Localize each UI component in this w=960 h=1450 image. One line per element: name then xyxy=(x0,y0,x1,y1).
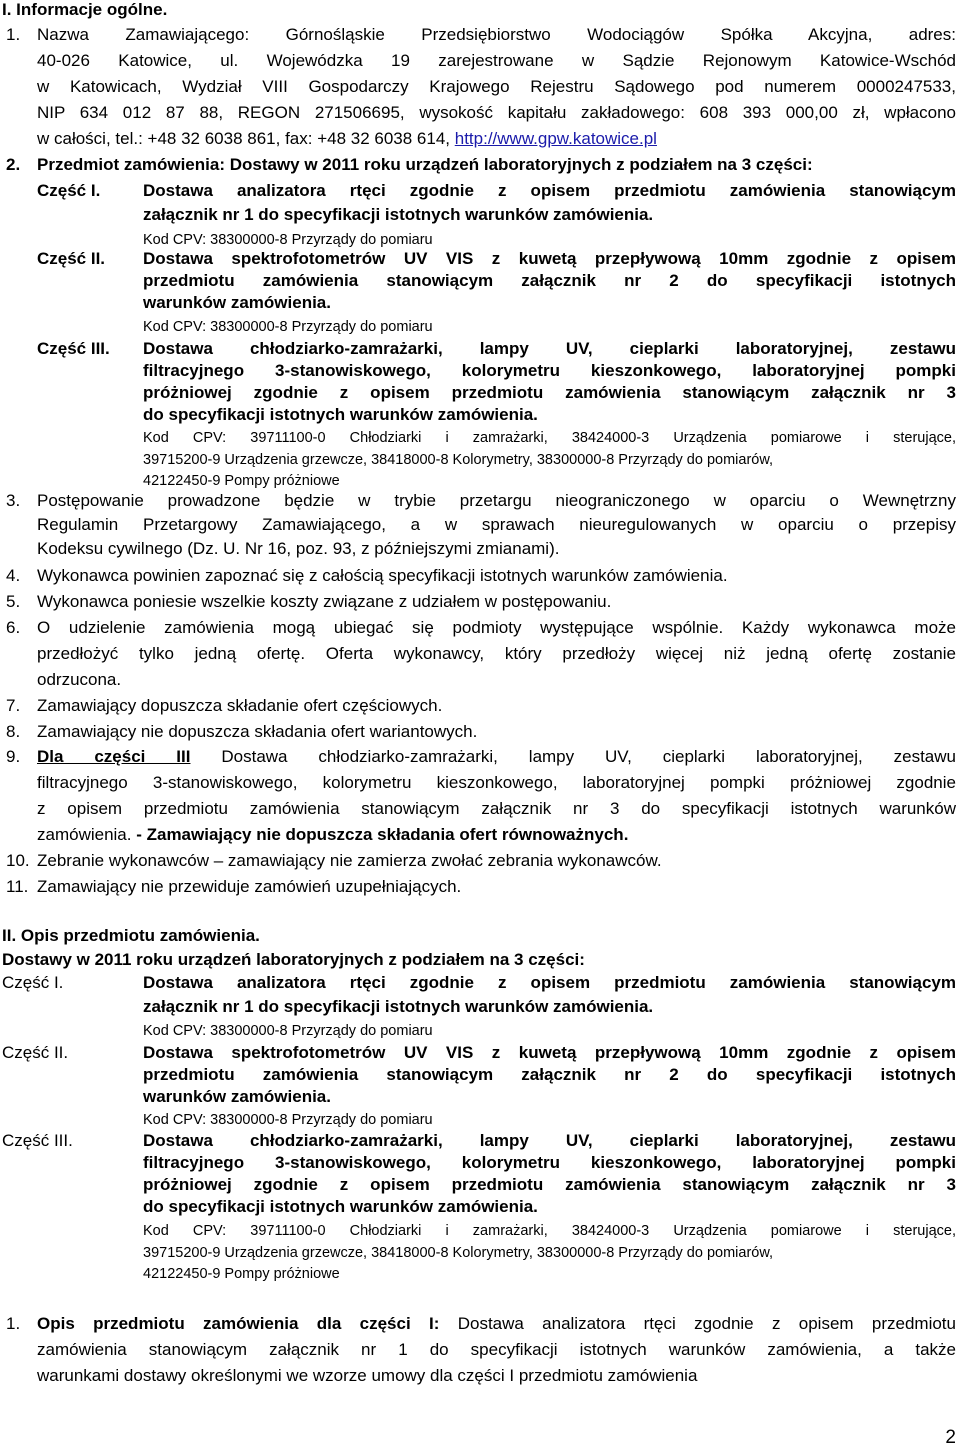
paragraph-line: Zamawiający nie dopuszcza składania ofert wariantowych. xyxy=(37,722,478,741)
part-label: Część I. xyxy=(2,973,64,992)
paragraph-line: Postępowanie prowadzone będzie w trybie przetargu nieograniczonego w oparciu o Wewnętrzny xyxy=(37,491,956,510)
paragraph-line xyxy=(37,825,960,845)
paragraph-line xyxy=(37,747,956,767)
cpv-code: Kod CPV: 39711100-0 Chłodziarki i zamrażarki, 38424000-3 Urządzenia pomiarowe i sterujące, xyxy=(143,430,956,446)
list-number: 1. xyxy=(6,1314,21,1333)
part-description: do specyfikacji istotnych warunków zamówienia. xyxy=(143,405,538,424)
cpv-code: 39715200-9 Urządzenia grzewcze, 38418000-8 Kolorymetry, 38300000-8 Przyrządy do pomiarów, xyxy=(143,1245,774,1261)
website-link[interactable]: http://www.gpw.katowice.pl xyxy=(454,129,657,148)
paragraph-line: Wykonawca poniesie wszelkie koszty związane z udziałem w postępowaniu. xyxy=(37,592,612,611)
section-heading-2: II. Opis przedmiotu zamówienia. xyxy=(2,926,260,945)
part-description: Dostawa chłodziarko-zamrażarki, lampy UV, cieplarki laboratoryjnej, zestawu xyxy=(143,1131,956,1150)
page-number: 2 xyxy=(945,1427,956,1448)
contact-text: w całości, tel.: +48 32 6038 861, fax: +48 32 6038 614, xyxy=(37,129,455,148)
part-description: załącznik nr 1 do specyfikacji istotnych warunków zamówienia. xyxy=(143,997,654,1016)
paragraph-line: filtracyjnego 3-stanowiskowego, kolorymetru kieszonkowego, laboratoryjnej pompki próżniowej zgodnie xyxy=(37,773,956,792)
paragraph-line: zamówienia stanowiącym załącznik nr 1 do specyfikacji istotnych warunków zamówienia, a także xyxy=(37,1340,956,1359)
cpv-code: 42122450-9 Pompy próżniowe xyxy=(143,1266,340,1282)
part-description: filtracyjnego 3-stanowiskowego, kolorymetru kieszonkowego, laboratoryjnej pompki xyxy=(143,361,956,380)
list-number: 7. xyxy=(6,696,21,715)
part-description: warunków zamówienia. xyxy=(143,293,331,312)
part-description: Dostawa spektrofotometrów UV VIS z kuwetą przepływową 10mm zgodnie z opisem xyxy=(143,1043,956,1062)
cpv-code: Kod CPV: 38300000-8 Przyrządy do pomiaru xyxy=(143,1112,433,1128)
paragraph-line: odrzucona. xyxy=(37,670,122,689)
part-label: Część II. xyxy=(37,249,106,268)
part-description: Dostawa analizatora rtęci zgodnie z opisem przedmiotu zamówienia stanowiącym xyxy=(143,973,956,992)
part-description: Dostawa spektrofotometrów UV VIS z kuwetą przepływową 10mm zgodnie z opisem xyxy=(143,249,956,268)
part-label: Część III. xyxy=(37,339,110,358)
part-description: do specyfikacji istotnych warunków zamówienia. xyxy=(143,1197,538,1216)
part-description: próżniowej zgodnie z opisem przedmiotu zamówienia stanowiącym załącznik nr 3 xyxy=(143,1175,956,1194)
paragraph-line: Wykonawca powinien zapoznać się z całością specyfikacji istotnych warunków zamówienia. xyxy=(37,566,728,585)
list-number: 1. xyxy=(6,25,21,44)
paragraph-text: zamówienia. xyxy=(37,825,137,844)
list-number: 11. xyxy=(6,877,29,896)
paragraph-line: 40-026 Katowice, ul. Wojewódzka 19 zarejestrowane w Sądzie Rejonowym Katowice-Wschód xyxy=(37,51,956,70)
paragraph-line: Zamawiający dopuszcza składanie ofert częściowych. xyxy=(37,696,443,715)
part-description: filtracyjnego 3-stanowiskowego, kolorymetru kieszonkowego, laboratoryjnej pompki xyxy=(143,1153,956,1172)
part-description: próżniowej zgodnie z opisem przedmiotu zamówienia stanowiącym załącznik nr 3 xyxy=(143,383,956,402)
paragraph-line: Zamawiający nie przewiduje zamówień uzupełniających. xyxy=(37,877,462,896)
subject-title: Przedmiot zamówienia: Dostawy w 2011 roku urządzeń laboratoryjnych z podziałem na 3 części: xyxy=(37,155,813,174)
cpv-code: 42122450-9 Pompy próżniowe xyxy=(143,473,340,489)
paragraph-line: z opisem przedmiotu zamówienia stanowiącym załącznik nr 3 do specyfikacji istotnych warunków xyxy=(37,799,956,818)
paragraph-line: Zebranie wykonawców – zamawiający nie zamierza zwołać zebrania wykonawców. xyxy=(37,851,662,870)
paragraph-line xyxy=(37,129,960,149)
paragraph-line: przedłożyć tylko jedną ofertę. Oferta wykonawcy, który przedłoży więcej niż jedną ofertę zostanie xyxy=(37,644,956,663)
part-description: przedmiotu zamówienia stanowiącym załącznik nr 2 do specyfikacji istotnych xyxy=(143,271,956,290)
part-description: Dostawa analizatora rtęci zgodnie z opisem przedmiotu zamówienia stanowiącym xyxy=(143,181,956,200)
cpv-code: Kod CPV: 39711100-0 Chłodziarki i zamrażarki, 38424000-3 Urządzenia pomiarowe i sterujące, xyxy=(143,1223,956,1239)
part-label: Część I. xyxy=(37,181,101,200)
list-number: 2. xyxy=(6,155,21,174)
list-number: 3. xyxy=(6,491,21,510)
part-description: przedmiotu zamówienia stanowiącym załącznik nr 2 do specyfikacji istotnych xyxy=(143,1065,956,1084)
paragraph-line xyxy=(37,1314,956,1334)
part-reference: Dla części III xyxy=(37,747,191,766)
paragraph-line: w Katowicach, Wydział VIII Gospodarczy Krajowego Rejestru Sądowego pod numerem 0000247533, xyxy=(37,77,956,96)
paragraph-line: Kodeksu cywilnego (Dz. U. Nr 16, poz. 93, z późniejszymi zmianami). xyxy=(37,539,560,558)
part-description: Dostawa chłodziarko-zamrażarki, lampy UV, cieplarki laboratoryjnej, zestawu xyxy=(143,339,956,358)
section-subheading: Dostawy w 2011 roku urządzeń laboratoryjnych z podziałem na 3 części: xyxy=(2,950,585,969)
paragraph-line: O udzielenie zamówienia mogą ubiegać się podmioty występujące wspólnie. Każdy wykonawca może xyxy=(37,618,956,637)
cpv-code: Kod CPV: 38300000-8 Przyrządy do pomiaru xyxy=(143,1023,433,1039)
list-number: 9. xyxy=(6,747,21,766)
part-label: Część II. xyxy=(2,1043,69,1062)
cpv-code: 39715200-9 Urządzenia grzewcze, 38418000-8 Kolorymetry, 38300000-8 Przyrządy do pomiarów, xyxy=(143,452,774,468)
part-label: Część III. xyxy=(2,1131,73,1150)
paragraph-line: warunkami dostawy określonymi we wzorze umowy dla części I przedmiotu zamówienia xyxy=(37,1366,698,1385)
description-title: Opis przedmiotu zamówienia dla części I: xyxy=(37,1314,440,1333)
list-number: 10. xyxy=(6,851,30,870)
part-description: załącznik nr 1 do specyfikacji istotnych warunków zamówienia. xyxy=(143,205,654,224)
paragraph-line: Regulamin Przetargowy Zamawiającego, a w sprawach nieuregulowanych w oparciu o przepisy xyxy=(37,515,956,534)
paragraph-line: Nazwa Zamawiającego: Górnośląskie Przedsiębiorstwo Wodociągów Spółka Akcyjna, adres: xyxy=(37,25,956,44)
section-heading-1: I. Informacje ogólne. xyxy=(2,0,168,19)
equivalent-offers-note: - Zamawiający nie dopuszcza składania ofert równoważnych. xyxy=(136,825,629,844)
paragraph-line: NIP 634 012 87 88, REGON 271506695, wysokość kapitału zakładowego: 608 393 000,00 zł, wpłacono xyxy=(37,103,956,122)
list-number: 4. xyxy=(6,566,21,585)
paragraph-text: Dostawa analizatora rtęci zgodnie z opisem przedmiotu xyxy=(439,1314,956,1333)
cpv-code: Kod CPV: 38300000-8 Przyrządy do pomiaru xyxy=(143,319,433,335)
part-description: warunków zamówienia. xyxy=(143,1087,331,1106)
list-number: 8. xyxy=(6,722,21,741)
cpv-code: Kod CPV: 38300000-8 Przyrządy do pomiaru xyxy=(143,232,433,248)
paragraph-text: Dostawa chłodziarko-zamrażarki, lampy UV, cieplarki laboratoryjnej, zestawu xyxy=(190,747,956,766)
list-number: 5. xyxy=(6,592,21,611)
list-number: 6. xyxy=(6,618,21,637)
